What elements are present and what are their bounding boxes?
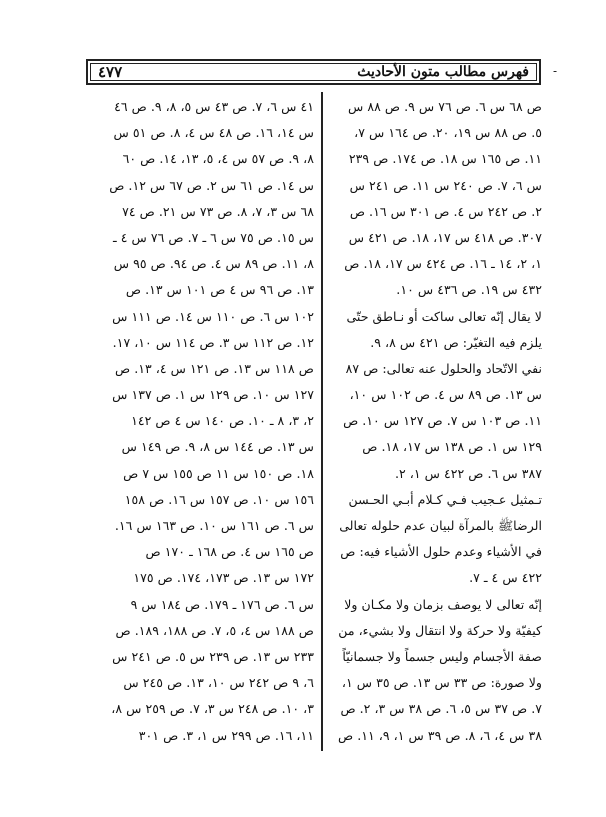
text-line: ١١. ص ١٠٣ س ٧. ص ١٢٧ س ١٠. ص (343, 413, 542, 429)
text-line: س ٦. ص ١٧٦ ـ ١٧٩. ص ١٨٤ س ٩ (130, 596, 314, 612)
text-line: ولا صورة: ص ٣٣ س ١٣. ص ٣٥ س ١، (341, 675, 542, 691)
text-line: ٣٠٧. ص ٤١٨ س ١٧، ١٨. ص ٤٢١ س (348, 229, 542, 245)
text-line: س ١٤، ١٦. ص ٤٨ س ٤، ٨. ص ٥١ س (113, 125, 314, 141)
text-line: ١١. ص ١٦٥ س ١٨. ص ١٧٤. ص ٢٣٩ (348, 151, 542, 167)
page-number: ٤٧٧ (98, 63, 123, 81)
text-line: ١٥٦ س ١٠. ص ١٥٧ س ١٦. ص ١٥٨ (124, 491, 314, 507)
text-line: تـمثيل عـجيب فـي كـلام أبـي الحـسن (348, 491, 542, 507)
text-line: ٣، ١٠. ص ٢٤٨ س ٣، ٧. ص ٢٥٩ س ٨، (111, 701, 314, 717)
text-line: س ١٤. ص ٦١ س ٢. ص ٦٧ س ١٢. ص (109, 177, 314, 193)
text-line: ص ١١٨ س ١٣. ص ١٢١ س ٤، ١٣. ص (115, 360, 314, 376)
text-line: ٦٨ س ٣، ٧، ٨. ص ٧٣ س ٢١. ص ٧٤ (122, 203, 314, 219)
text-line: ٤١ س ٦، ٧. ص ٤٣ س ٥، ٨، ٩. ص ٤٦ (114, 99, 314, 114)
text-line: في الأشياء وعدم حلول الأشياء فيه: ص (340, 544, 542, 560)
text-line: ١٢٧ س ١٠. ص ١٢٩ س ١. ص ١٣٧ س (112, 387, 314, 403)
text-line: ٤٢٢ س ٤ ـ ٧. (469, 570, 542, 586)
text-line: س ١٣. ص ٨٩ س ٤. ص ١٠٢ س ١٠، (349, 387, 542, 403)
text-line: ٢، ٣، ٨ ـ ١٠. ص ١٤٠ س ٤ ص ١٤٢ (131, 413, 314, 429)
text-line: ١، ٢، ١٤ ـ ١٦. ص ٤٢٤ س ١٧، ١٨. ص (344, 256, 542, 272)
text-line: إنّه تعالى لا يوصف بزمان ولا مكـان ولا (344, 596, 542, 612)
header-title: فهرس مطالب متون الأحاديث (357, 64, 529, 80)
text-line: ٤٣٢ س ١٩. ص ٤٣٦ س ١٠. (396, 282, 542, 298)
page-header (86, 59, 541, 85)
right-column (332, 94, 542, 749)
text-line: كيفيّة ولا حركة ولا انتقال ولا بشيء، من (338, 622, 542, 638)
text-line: ١٨. ص ١٥٠ س ١١ ص ١٥٥ س ٧ ص (123, 465, 314, 481)
text-line: س ٦، ٧. ص ٢٤٠ س ١١. ص ٢٤١ س (349, 177, 542, 193)
text-line: ص ١٦٥ س ٤. ص ١٦٨ ـ ١٧٠ ص (145, 544, 314, 560)
text-line: س ١٣. ص ١٤٤ س ٨، ٩. ص ١٤٩ س (121, 439, 314, 455)
text-line: صفة الأجسام وليس جسماً ولا جسمانيّاً (342, 648, 542, 664)
text-line: ٨، ١١. ص ٨٩ س ٤. ص ٩٤. ص ٩٥ س (113, 256, 314, 272)
text-line: ص ١٨٨ س ٤، ٥، ٧. ص ١٨٨، ١٨٩. ص (115, 622, 314, 638)
left-column (86, 94, 314, 749)
text-line: ٣٨ س ٤، ٦، ٨. ص ٣٩ س ١، ٩، ١١. ص (338, 727, 542, 743)
text-line: س ٦. ص ١٦١ س ١٠. ص ١٦٣ س ١٦. (114, 518, 314, 533)
text-line: ٥. ص ٨٨ س ١٩، ٢٠. ص ١٦٤ س ٧، (354, 125, 542, 141)
text-line: ١٢٩ س ١. ص ١٣٨ س ١٧، ١٨. ص (362, 439, 542, 455)
text-line: ٧. ص ٣٧ س ٥، ٦. ص ٣٨ س ٣، ٢. ص (340, 701, 542, 717)
text-line: ١٣. ص ٩٦ س ٤ ص ١٠١ س ١٣. ص (125, 282, 314, 298)
column-divider (321, 92, 323, 751)
text-line: ٢. ص ٢٤٢ س ٤. ص ٣٠١ س ١٦. ص (349, 203, 542, 219)
text-line: س ١٥. ص ٧٥ س ٦ ـ ٧. ص ٧٦ س ٤ ـ (113, 229, 314, 245)
text-line: ٦، ٩ ص ٢٤٢ س ١٠، ١٣. ص ٢٤٥ س (123, 675, 314, 691)
text-line: ١٧٢ س ١٣. ص ١٧٣، ١٧٤. ص ١٧٥ (133, 570, 314, 586)
text-line: ١٠٢ س ٦. ص ١١٠ س ١٤. ص ١١١ س (112, 308, 314, 324)
text-line: ٢٣٣ س ١٣. ص ٢٣٩ س ٥. ص ٢٤١ س (112, 648, 314, 664)
corner-mark: - (553, 64, 558, 78)
text-line: نفي الاتّحاد والحلول عنه تعالى: ص ٨٧ (345, 360, 542, 376)
text-line: ص ٦٨ س ٦. ص ٧٦ س ٩. ص ٨٨ س (347, 99, 542, 114)
text-line: ٨، ٩. ص ٥٧ س ٤، ٥، ١٣، ١٤. ص ٦٠ (122, 151, 314, 167)
text-line: الرضاﷺ بالمرآة لبيان عدم حلوله تعالى (339, 518, 542, 533)
text-line: يلزم فيه التغيّر: ص ٤٢١ س ٨، ٩. (370, 334, 542, 350)
text-line: ٣٨٧ س ٦. ص ٤٢٢ س ١، ٢. (394, 465, 542, 481)
text-line: ١١، ١٦. ص ٢٩٩ س ١، ٣. ص ٣٠١ (138, 727, 314, 743)
text-line: ١٢. ص ١١٢ س ٣. ص ١١٤ س ١٠، ١٧. (112, 334, 314, 350)
text-line: لا يقال إنّه تعالى ساكت أو نـاطق حتّى (346, 308, 542, 324)
